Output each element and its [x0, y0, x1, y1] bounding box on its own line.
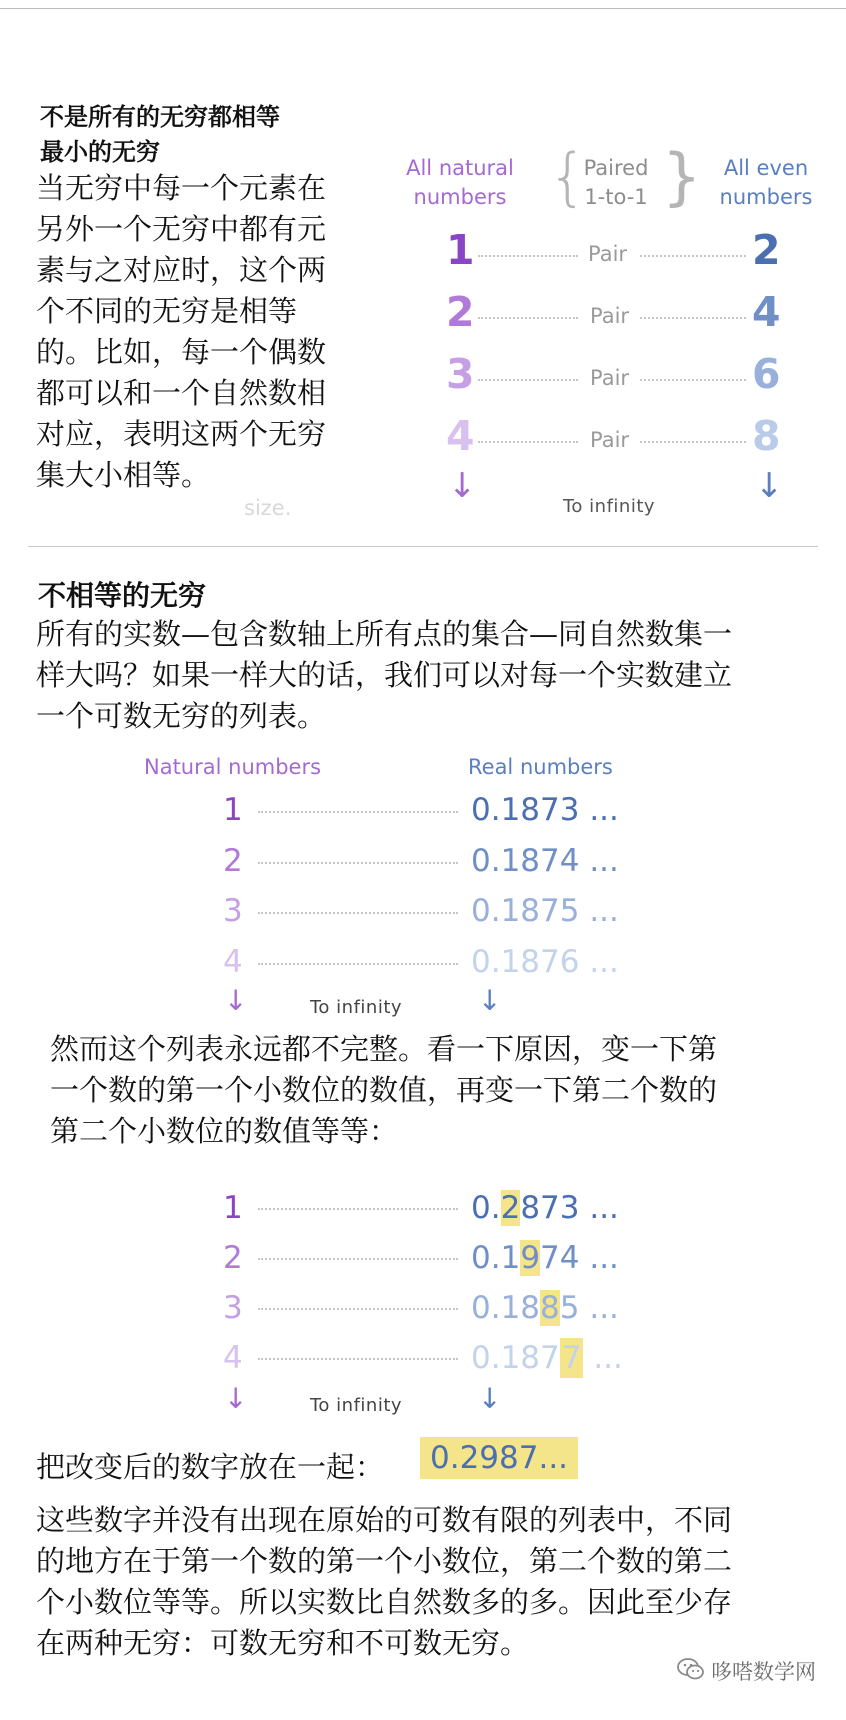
all-natural-header-line: All natural	[406, 156, 514, 180]
section2-heading: 不相等的无穷	[38, 579, 207, 612]
combine-label: 把改变后的数字放在一起：	[36, 1450, 385, 1484]
natural-2: 2	[223, 1240, 243, 1276]
paragraph-line: 当无穷中每一个元素在	[36, 171, 327, 205]
natural-3: 3	[223, 1290, 243, 1326]
even-2: 2	[752, 226, 781, 274]
row-dots	[258, 912, 458, 914]
row-dots	[258, 1308, 458, 1310]
conclusion-line: 这些数字并没有出现在原始的可数有限的列表中，不同	[36, 1503, 733, 1537]
pair-label: Pair	[590, 366, 630, 390]
pair-dots-left	[478, 441, 578, 443]
all-even-header	[706, 154, 826, 212]
natural-numbers-header: Natural numbers	[144, 755, 322, 779]
down-arrow-icon: ↓	[478, 984, 502, 1017]
real-prefix: 0.	[471, 1190, 501, 1226]
paired-header-line: Paired	[583, 156, 649, 180]
section-divider	[28, 546, 818, 547]
pair-label: Pair	[590, 428, 630, 452]
highlighted-digit: 8	[540, 1290, 560, 1326]
real-prefix: 0.18	[471, 1290, 541, 1326]
row-dots	[258, 963, 458, 965]
paragraph-line: 对应，表明这两个无穷	[36, 417, 327, 451]
natural-3: 3	[446, 350, 475, 398]
all-even-header-line: numbers	[719, 185, 813, 209]
paragraph-line: 另外一个无穷中都有元	[36, 212, 327, 246]
natural-4: 4	[223, 944, 243, 980]
middle-line: 一个数的第一个小数位的数值，再变一下第二个数的	[50, 1073, 718, 1107]
highlighted-digit: 9	[520, 1240, 541, 1276]
middle-line: 然而这个列表永远都不完整。看一下原因，变一下第	[50, 1032, 718, 1066]
natural-4: 4	[446, 412, 475, 460]
section2-middle	[50, 1029, 830, 1152]
paragraph-line: 集大小相等。	[36, 458, 211, 492]
diag-real-value	[471, 1190, 619, 1226]
all-even-header-line: All even	[723, 156, 809, 180]
real-value: 0.1876 ...	[471, 944, 619, 980]
real-suffix: 74 ...	[540, 1240, 619, 1276]
top-divider	[0, 8, 846, 9]
watermark-text: 哆嗒数学网	[711, 1660, 816, 1684]
to-infinity-label: To infinity	[310, 997, 403, 1018]
paired-header-line: 1-to-1	[584, 185, 648, 209]
section1-paragraph	[36, 168, 376, 496]
row-dots	[258, 1258, 458, 1260]
combined-number: 0.2987...	[420, 1437, 578, 1479]
down-arrow-icon: ↓	[755, 466, 784, 506]
conclusion-line: 在两种无穷：可数无穷和不可数无穷。	[36, 1626, 530, 1660]
highlighted-digit: 2	[500, 1190, 521, 1226]
intro-line: 所有的实数—包含数轴上所有点的集合—同自然数集一	[36, 617, 733, 651]
row-dots	[258, 862, 458, 864]
paragraph-line: 都可以和一个自然数相	[36, 376, 327, 410]
section2-intro	[36, 614, 836, 737]
natural-1: 1	[223, 1190, 243, 1226]
paired-header	[568, 154, 664, 212]
real-value: 0.1873 ...	[471, 792, 619, 828]
pair-label: Pair	[590, 304, 630, 328]
real-prefix: 0.1	[471, 1240, 521, 1276]
natural-1: 1	[446, 226, 475, 274]
real-numbers-header: Real numbers	[468, 755, 613, 779]
paragraph-line: 的。比如，每一个偶数	[36, 335, 327, 369]
even-4: 4	[752, 288, 781, 336]
real-value: 0.1875 ...	[471, 893, 619, 929]
real-suffix: 873 ...	[520, 1190, 619, 1226]
row-dots	[258, 1358, 458, 1360]
row-dots	[258, 811, 458, 813]
natural-1: 1	[223, 792, 243, 828]
down-arrow-icon: ↓	[224, 984, 248, 1017]
watermark	[677, 1656, 816, 1686]
pair-dots-right	[640, 379, 746, 381]
all-natural-header-line: numbers	[413, 185, 507, 209]
conclusion-line: 的地方在于第一个数的第一个小数位，第二个数的第二	[36, 1544, 733, 1578]
highlighted-digit: 7	[561, 1340, 582, 1376]
to-infinity-label: To infinity	[310, 1395, 403, 1416]
intro-line: 一个可数无穷的列表。	[36, 699, 327, 733]
wechat-icon	[677, 1657, 705, 1686]
diag-real-value	[471, 1240, 619, 1276]
down-arrow-icon: ↓	[478, 1382, 502, 1415]
diag-real-value	[471, 1290, 619, 1326]
real-value: 0.1874 ...	[471, 843, 619, 879]
all-natural-header	[400, 154, 520, 212]
middle-line: 第二个小数位的数值等等：	[50, 1114, 399, 1148]
down-arrow-icon: ↓	[448, 466, 477, 506]
row-dots	[258, 1208, 458, 1210]
conclusion-line: 个小数位等等。所以实数比自然数多的多。因此至少存	[36, 1585, 733, 1619]
real-suffix: 5 ...	[559, 1290, 619, 1326]
right-brace: }	[662, 140, 702, 213]
section1-heading1: 不是所有的无穷都相等	[40, 102, 280, 131]
paragraph-line: 素与之对应时，这个两	[36, 253, 327, 287]
pair-dots-left	[478, 317, 578, 319]
natural-4: 4	[223, 1340, 243, 1376]
pair-dots-right	[640, 317, 746, 319]
pair-dots-right	[640, 255, 746, 257]
natural-2: 2	[446, 288, 475, 336]
left-brace: {	[548, 140, 588, 213]
even-6: 6	[752, 350, 781, 398]
section1-heading2: 最小的无穷	[40, 137, 160, 166]
section2-conclusion	[36, 1500, 836, 1664]
pair-dots-left	[478, 255, 578, 257]
natural-3: 3	[223, 893, 243, 929]
faded-underlay-text: size.	[244, 496, 292, 520]
pair-label: Pair	[588, 242, 628, 266]
real-prefix: 0.187	[471, 1340, 560, 1376]
to-infinity-label: To infinity	[563, 496, 656, 517]
intro-line: 样大吗？如果一样大的话，我们可以对每一个实数建立	[36, 658, 733, 692]
real-suffix: ...	[583, 1340, 623, 1376]
even-8: 8	[752, 412, 781, 460]
diag-real-value	[471, 1340, 623, 1376]
down-arrow-icon: ↓	[224, 1382, 248, 1415]
natural-2: 2	[223, 843, 243, 879]
pair-dots-right	[640, 441, 746, 443]
paragraph-line: 个不同的无穷是相等	[36, 294, 298, 328]
pair-dots-left	[478, 379, 578, 381]
